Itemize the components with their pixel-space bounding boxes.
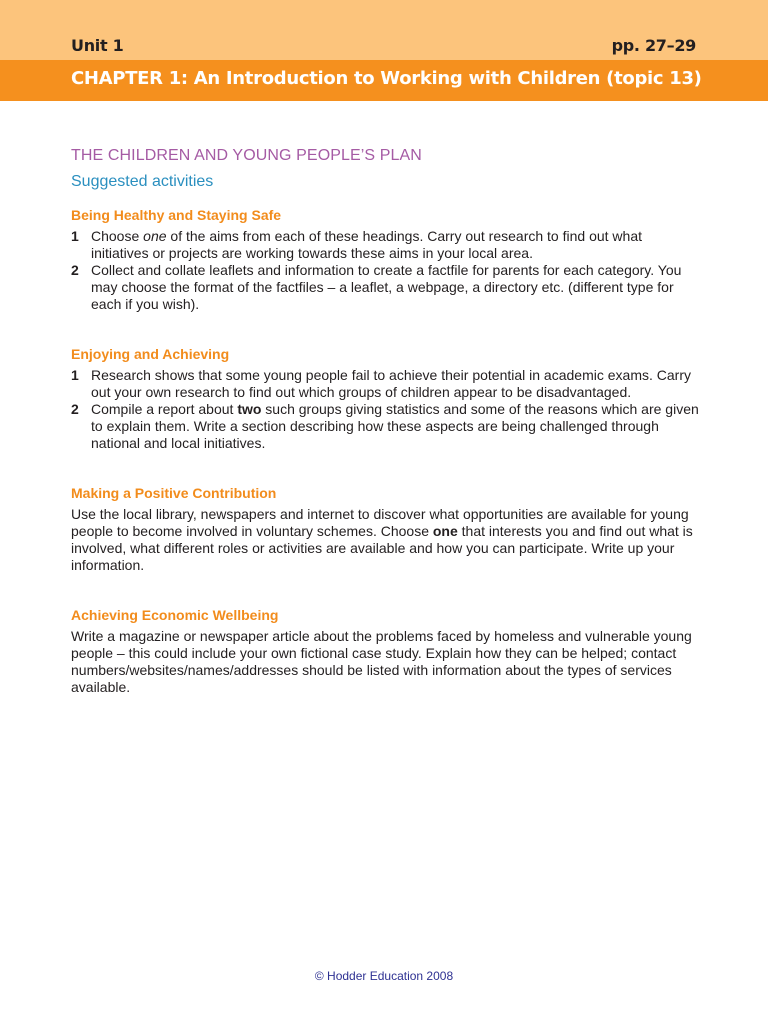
item-text: Compile a report about two such groups giving statistics and some of the reasons which are given to explain them. Write a section describing how these aspects are being challenged through national and local initiatives.	[91, 401, 699, 451]
section-heading: Enjoying and Achieving	[71, 346, 230, 362]
chapter-title: CHAPTER 1: An Introduction to Working with Children (topic 13)	[71, 68, 702, 89]
list-item	[71, 401, 699, 452]
section-enjoying-achieving	[71, 345, 699, 452]
bold-text: two	[237, 401, 262, 417]
section-economic-wellbeing	[71, 606, 699, 696]
emphasis-text: one	[143, 228, 167, 244]
section-heading: Being Healthy and Staying Safe	[71, 207, 282, 223]
item-text: Choose one of the aims from each of these headings. Carry out research to find out what initiatives or projects are working towards these aims in your local area.	[91, 228, 642, 261]
item-number: 2	[71, 262, 79, 278]
unit-label: Unit 1	[71, 36, 124, 55]
subtitle: Suggested activities	[71, 173, 214, 190]
section-paragraph: Use the local library, newspapers and internet to discover what opportunities are available for young people to become involved in voluntary schemes. Choose one that interests you and find out what is involved, what different roles or activities are available and how you can participate. Write up your information.	[71, 506, 693, 573]
main-content	[71, 146, 699, 696]
activity-list	[71, 228, 699, 313]
page-range: pp. 27–29	[611, 36, 696, 55]
item-text: Research shows that some young people fail to achieve their potential in academic exams. Carry out your own research to find out which groups of children appear to be disadvantaged.	[91, 367, 691, 400]
item-number: 1	[71, 367, 79, 383]
bold-text: one	[432, 523, 458, 539]
item-number: 2	[71, 401, 79, 417]
copyright-footer: © Hodder Education 2008	[314, 969, 454, 983]
item-number: 1	[71, 228, 79, 244]
section-heading: Achieving Economic Wellbeing	[71, 607, 279, 623]
list-item	[71, 228, 699, 262]
item-text: Collect and collate leaflets and information to create a factfile for parents for each category. You may choose the format of the factfiles – a leaflet, a webpage, a directory etc. (different type for each if you wish).	[91, 262, 682, 312]
section-paragraph: Write a magazine or newspaper article about the problems faced by homeless and vulnerable young people – this could include your own fictional case study. Explain how they can be helped; contact numbers/websites/names/addresses should be listed with information about the types of services available.	[71, 628, 692, 695]
section-healthy-safe	[71, 206, 699, 313]
list-item	[71, 262, 699, 313]
section-positive-contribution	[71, 484, 699, 574]
plan-title: THE CHILDREN AND YOUNG PEOPLE’S PLAN	[71, 147, 422, 164]
list-item	[71, 367, 699, 401]
activity-list	[71, 367, 699, 452]
section-heading: Making a Positive Contribution	[71, 485, 277, 501]
